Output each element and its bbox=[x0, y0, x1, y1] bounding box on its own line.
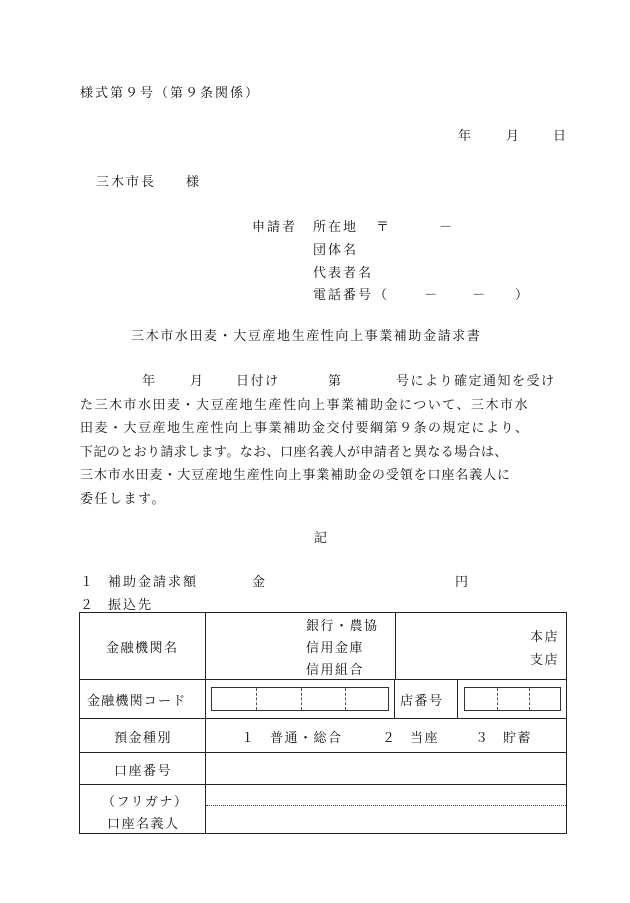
deposit-option-savings[interactable]: 貯蓄 bbox=[503, 731, 533, 746]
address-label: 所在地 bbox=[313, 220, 359, 235]
item-2-label: 振込先 bbox=[108, 598, 154, 613]
branch-type-branch[interactable]: 支店 bbox=[530, 653, 560, 668]
body-line-2: た三木市水田麦・大豆産地生産性向上事業補助金について、三木市水 bbox=[80, 397, 529, 413]
account-number-label: 口座番号 bbox=[114, 764, 173, 779]
addressee: 三木市長 様 bbox=[96, 175, 202, 190]
phone-dash-1: － bbox=[424, 288, 438, 303]
bank-code-input[interactable] bbox=[211, 687, 389, 711]
item-2-number: ２ bbox=[80, 598, 94, 613]
phone-dash-2: － bbox=[472, 288, 486, 303]
item-1-yen: 円 bbox=[455, 575, 469, 590]
body-line-1 bbox=[80, 370, 570, 394]
furigana-label: （フリガナ） bbox=[102, 795, 189, 810]
body-year-label: 年 bbox=[142, 374, 157, 389]
date-year-label: 年 bbox=[458, 129, 472, 144]
account-holder-label: 口座名義人 bbox=[107, 817, 180, 832]
deposit-option-1-number: １ bbox=[241, 731, 256, 746]
body-line-6: 委任します。 bbox=[80, 491, 166, 507]
transfer-table bbox=[79, 612, 567, 834]
bank-type-bank[interactable]: 銀行・農協 bbox=[306, 619, 379, 634]
digit-divider bbox=[345, 688, 346, 710]
applicant-label: 申請者 bbox=[252, 220, 298, 235]
body-dai-label: 第 bbox=[328, 374, 343, 389]
body-dated-label: 日付け bbox=[236, 374, 280, 389]
row-divider bbox=[80, 679, 566, 680]
branch-no-divider-left bbox=[394, 679, 395, 718]
deposit-option-current[interactable]: 当座 bbox=[410, 731, 440, 746]
body-line-5: 三木市水田麦・大豆産地生産性向上事業補助金の受領を口座名義人に bbox=[80, 468, 511, 483]
body-line-3: 田麦・大豆産地生産性向上事業補助金交付要綱第９条の規定により、 bbox=[80, 421, 530, 436]
branch-type-main[interactable]: 本店 bbox=[530, 630, 560, 645]
form-number: 様式第９号（第９条関係） bbox=[80, 86, 261, 101]
deposit-option-2-number: ２ bbox=[382, 731, 397, 746]
body-rest-label: 号により確定通知を受け bbox=[396, 374, 556, 389]
branch-no-label: 店番号 bbox=[400, 694, 444, 709]
ki-heading: 記 bbox=[314, 531, 328, 546]
bank-type-shinkin[interactable]: 信用金庫 bbox=[306, 641, 365, 656]
postal-mark: 〒 bbox=[376, 220, 390, 235]
bank-type-shinkumi[interactable]: 信用組合 bbox=[306, 663, 365, 678]
request-body bbox=[80, 370, 570, 511]
deposit-option-3-number: ３ bbox=[475, 731, 490, 746]
organization-label: 団体名 bbox=[313, 243, 359, 258]
body-line-4: 下記のとおり請求します。なお、口座名義人が申請者と異なる場合は、 bbox=[80, 444, 508, 460]
furigana-input[interactable] bbox=[206, 785, 566, 805]
phone-open-paren: （ bbox=[374, 288, 388, 303]
representative-label: 代表者名 bbox=[313, 266, 374, 281]
branch-no-input[interactable] bbox=[464, 687, 561, 711]
account-number-input[interactable] bbox=[206, 753, 566, 783]
deposit-type-label: 預金種別 bbox=[114, 731, 173, 746]
phone-close-paren: ） bbox=[515, 288, 529, 303]
item-1-kin: 金 bbox=[252, 575, 266, 590]
digit-divider bbox=[497, 688, 498, 710]
digit-divider bbox=[301, 688, 302, 710]
date-day-label: 日 bbox=[553, 129, 567, 144]
bank-name-label: 金融機関名 bbox=[106, 641, 179, 656]
account-holder-input[interactable] bbox=[206, 806, 566, 833]
branch-no-divider-right bbox=[457, 679, 458, 718]
row-divider bbox=[80, 718, 566, 719]
deposit-option-ordinary[interactable]: 普通・総合 bbox=[270, 731, 343, 746]
bank-type-divider bbox=[395, 613, 396, 679]
date-month-label: 月 bbox=[506, 129, 520, 144]
digit-divider bbox=[256, 688, 257, 710]
postal-dash: － bbox=[439, 220, 453, 235]
item-1-label: 補助金請求額 bbox=[108, 575, 199, 590]
digit-divider bbox=[529, 688, 530, 710]
phone-label: 電話番号 bbox=[313, 288, 374, 303]
body-month-label: 月 bbox=[190, 374, 205, 389]
document-title: 三木市水田麦・大豆産地生産性向上事業補助金請求書 bbox=[131, 329, 482, 344]
bank-code-label: 金融機関コード bbox=[87, 694, 187, 709]
item-1-number: １ bbox=[80, 575, 94, 590]
